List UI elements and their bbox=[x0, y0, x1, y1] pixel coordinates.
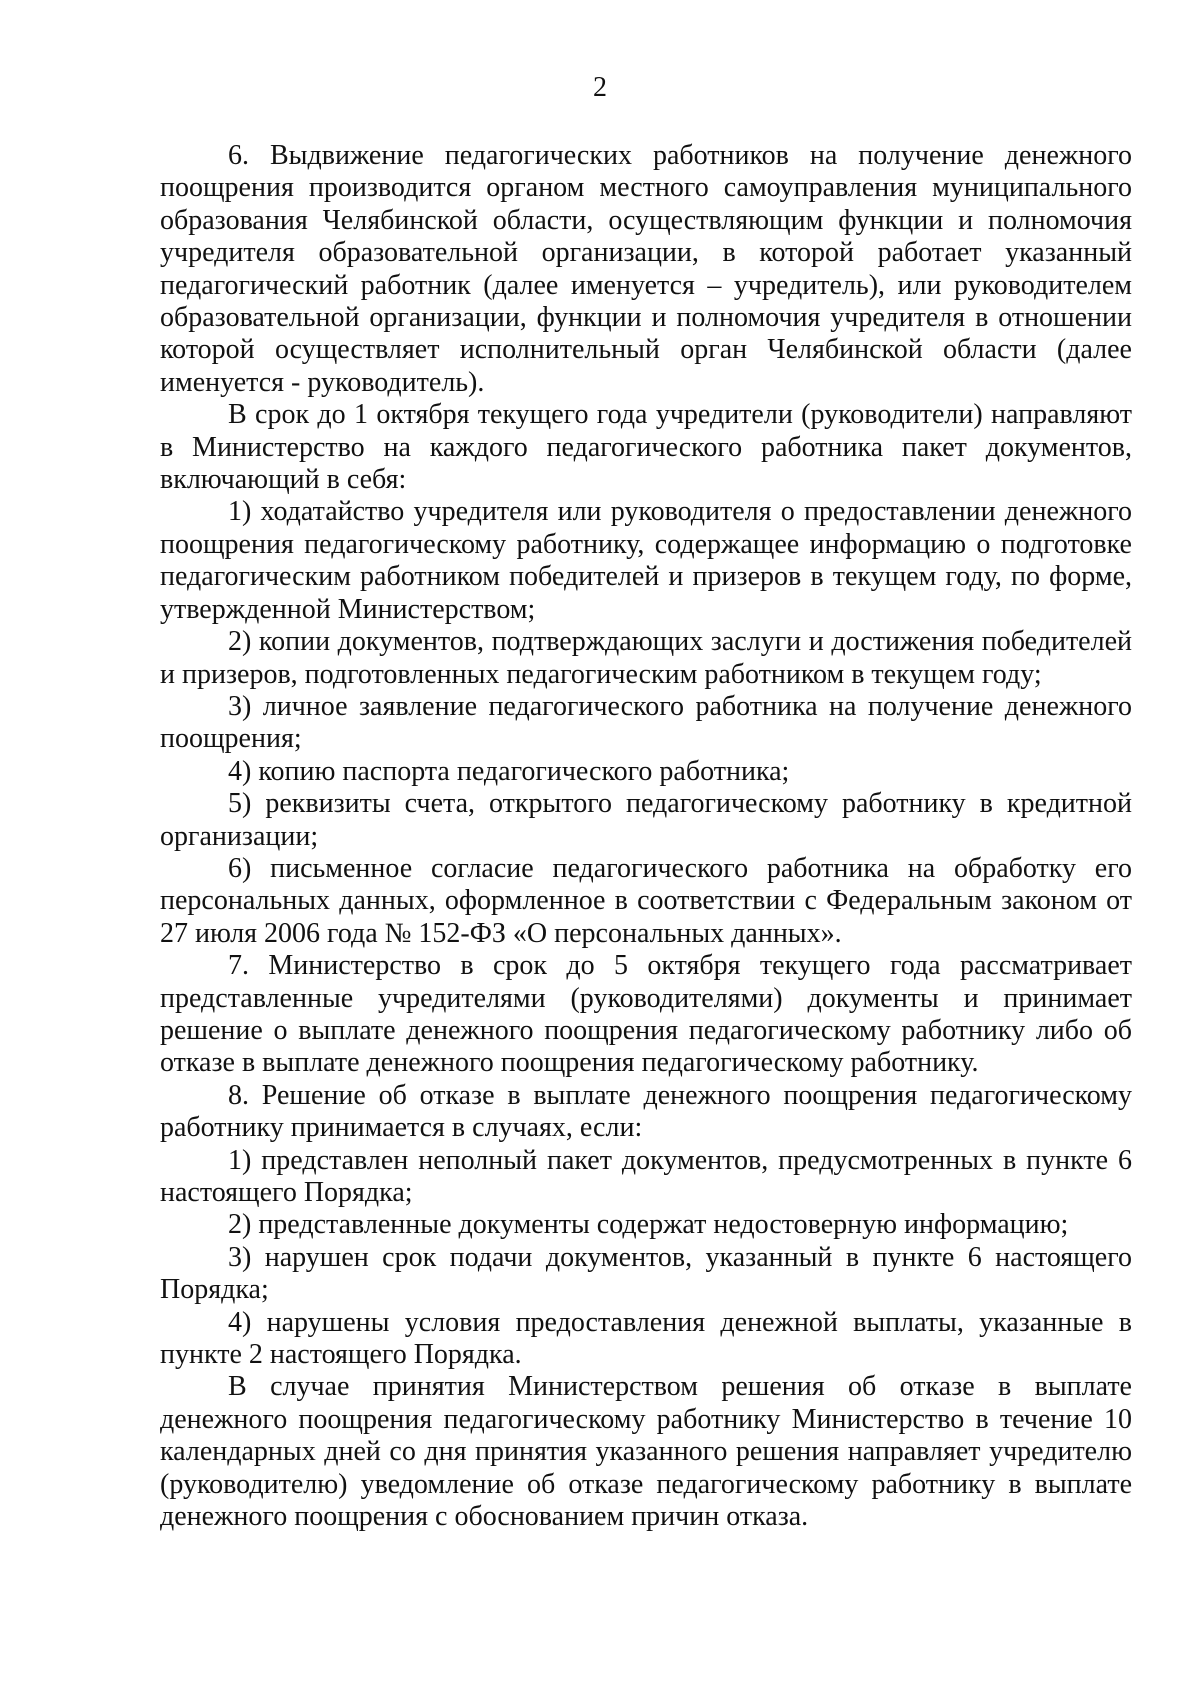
refusal-reason-conditions: 4) нарушены условия предоставления денежной выплаты, указанные в пункте 2 настоящего Порядка. bbox=[160, 1306, 1132, 1371]
list-item-personal-application: 3) личное заявление педагогического работника на получение денежного поощрения; bbox=[160, 690, 1132, 755]
list-item-document-copies: 2) копии документов, подтверждающих заслуги и достижения победителей и призеров, подготовленных педагогическим работником в текущем году; bbox=[160, 626, 1132, 690]
list-item-passport-copy: 4) копию паспорта педагогического работника; bbox=[228, 755, 790, 787]
refusal-reason-incomplete: 1) представлен неполный пакет документов, предусмотренных в пункте 6 настоящего Порядка; bbox=[160, 1144, 1132, 1208]
document-body bbox=[160, 140, 1132, 1533]
list-item-petition: 1) ходатайство учредителя или руководителя о предоставлении денежного поощрения педагогическому работнику, содержащее информацию о подготовке педагогическим работником победителей и призеров в текущем году, по форме, утвержденной Министерством; bbox=[160, 496, 1132, 625]
list-item-data-consent: 6) письменное согласие педагогического работника на обработку его персональных данных, оформленное в соответствии с Федеральным законом от 27 июля 2006 года № 152-ФЗ «О персональных данных». bbox=[160, 852, 1132, 949]
paragraph-refusal-notice: В случае принятия Министерством решения об отказе в выплате денежного поощрения педагогическому работнику Министерство в течение 10 календарных дней со дня принятия указанного решения направляет учредителю (руководителю) уведомление об отказе педагогическому работнику в выплате денежного поощрения с обоснованием причин отказа. bbox=[160, 1371, 1132, 1533]
paragraph-7-review: 7. Министерство в срок до 5 октября текущего года рассматривает представленные учредителями (руководителями) документы и принимает решение о выплате денежного поощрения педагогическому работнику либо об отказе в выплате денежного поощрения педагогическому работнику. bbox=[160, 950, 1132, 1079]
page-number: 2 bbox=[593, 72, 607, 103]
paragraph-deadline: В срок до 1 октября текущего года учредители (руководители) направляют в Министерство на каждого педагогического работника пакет документов, включающий в себя: bbox=[160, 399, 1132, 496]
paragraph-8-refusal: 8. Решение об отказе в выплате денежного поощрения педагогическому работнику принимается в случаях, если: bbox=[160, 1079, 1132, 1144]
list-item-bank-details: 5) реквизиты счета, открытого педагогическому работнику в кредитной организации; bbox=[160, 788, 1132, 852]
refusal-reason-deadline: 3) нарушен срок подачи документов, указанный в пункте 6 настоящего Порядка; bbox=[160, 1241, 1132, 1306]
refusal-reason-false-info: 2) представленные документы содержат недостоверную информацию; bbox=[228, 1209, 1069, 1241]
paragraph-6-nomination: 6. Выдвижение педагогических работников на получение денежного поощрения производится органом местного самоуправления муниципального образования Челябинской области, осуществляющим функции и полномочия учредителя образовательной организации, в которой работает указанный педагогический работник (далее именуется – учредитель), или руководителем образовательной организации, функции и полномочия учредителя в отношении которой осуществляет исполнительный орган Челябинской области (далее именуется - руководитель). bbox=[160, 140, 1132, 398]
